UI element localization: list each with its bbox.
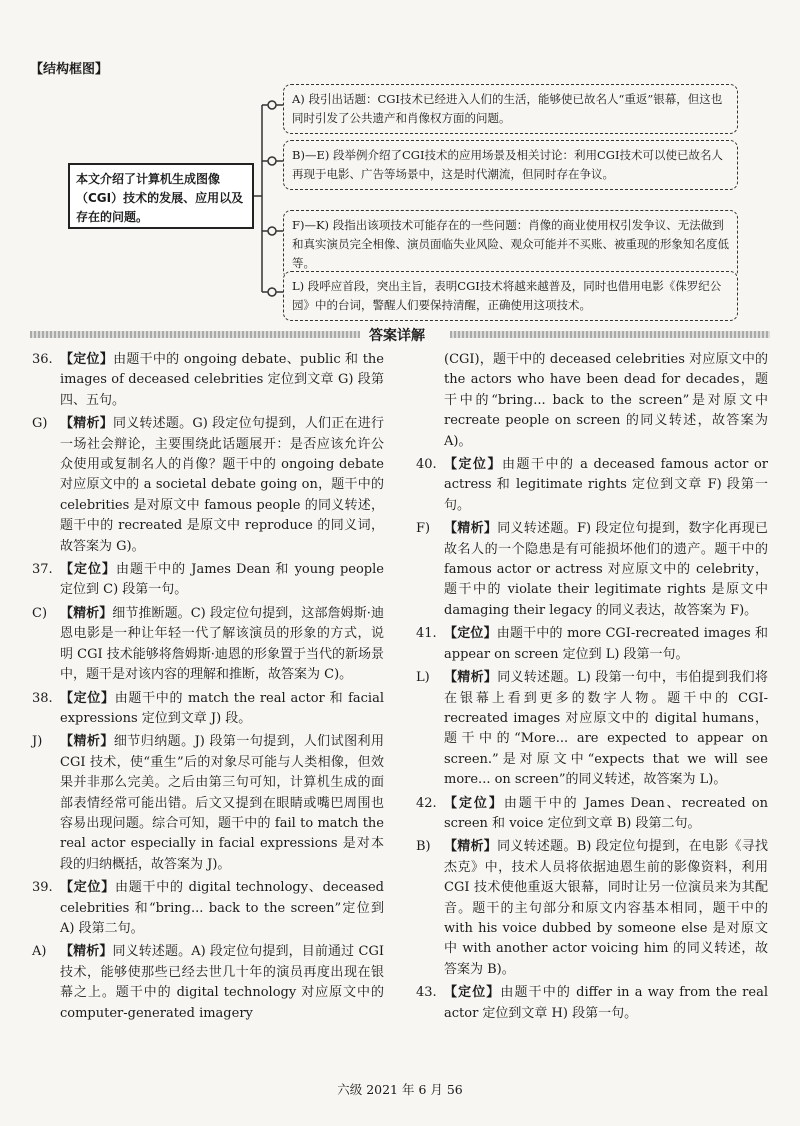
answer-entry: 39. 【定位】由题干中的 digital technology、deceased celebrities 和“bring... back to the screen”定位到 A) 段第二句。 bbox=[32, 880, 384, 936]
answer-entry: J) 【精析】细节归纳题。J) 段第一句提到，人们试图利用 CGI 技术，使“重生”后的对象尽可能与人类相像，但效果并非那么完美。之后由第三句可知，计算机生成的面部表情经常可能出错。后文又提到在眼睛或嘴巴周围也容易出现问题。综合可知，题干中的 fail to match the real actor especially in facial expressions 是对本段的归纳概括，故答案为 J)。 bbox=[32, 734, 384, 872]
answer-entry: G) 【精析】同义转述题。G) 段定位句提到，人们正在进行一场社会辩论，主要围绕此话题展开：是否应该允许公众使用或复制名人的肖像？题干中的 ongoing debate 对应原文中的 a societal debate going on，题干中的 celebrities 是对原文中 famous people 的同义转述，题干中的 recreated 是原文中 reproduce 的同义词，故答案为 G)。 bbox=[32, 416, 384, 554]
section-title: 答案详解 bbox=[365, 325, 429, 345]
answer-entry: C) 【精析】细节推断题。C) 段定位句提到，这部詹姆斯·迪恩电影是一种让年轻一代了解该演员的形象的方式，说明 CGI 技术能够将詹姆斯·迪恩的形象置于当代的新场景中，题干是对该内容的理解和推断，故答案为 C)。 bbox=[32, 605, 384, 683]
answer-entry: 36. 【定位】由题干中的 ongoing debate、public 和 the images of deceased celebrities 定位到文章 G) 段第四、五句。 bbox=[32, 352, 384, 408]
answer-entry: L) 【精析】同义转述题。L) 段第一句中，韦伯提到我们将在银幕上看到更多的数字人物。题干中的 CGI-recreated images 对应原文中的 digital humans，题干中的“More... are expected to appear on screen.”是对原文中“expects that we will see more... on screen”的同义转述，故答案为 L)。 bbox=[416, 670, 768, 788]
answer-entry: (CGI)，题干中的 deceased celebrities 对应原文中的 the actors who have been dead for decades，题干中的“bring... back to the screen”是对原文中 recreate people on screen 的同义转述，故答案为 A)。 bbox=[444, 352, 768, 449]
answer-entry: B) 【精析】同义转述题。B) 段定位句提到，在电影《寻找杰克》中，技术人员将依据迪恩生前的影像资料，利用 CGI 技术使他重返大银幕，同时让另一位演员来为其配音。题干的主句部分和原文内容基本相同，题干中的 with his voice dubbed by someone else 是对原文中 with another actor voicing him 的同义转述，故答案为 B)。 bbox=[416, 839, 768, 977]
section-divider bbox=[30, 325, 770, 343]
right-column bbox=[416, 350, 768, 1027]
answer-entry: F) 【精析】同义转述题。F) 段定位句提到，数字化再现已故名人的一个隐患是有可能损坏他们的遗产。题干中的 famous actor or actress 对应原文中的 celebrity，题干中的 violate their legitimate rights 是原文中 damaging their legacy 的同义表达，故答案为 F)。 bbox=[416, 521, 768, 618]
branch-box-a: A) 段引出话题：CGI技术已经进入人们的生活，能够使已故名人“重返”银幕，但这也同时引发了公共遗产和肖像权方面的问题。 bbox=[283, 84, 738, 134]
answer-entry: 42. 【定位】由题干中的 James Dean、recreated on screen 和 voice 定位到文章 B) 段第二句。 bbox=[416, 795, 768, 831]
answer-entry: 41. 【定位】由题干中的 more CGI-recreated images 和 appear on screen 定位到 L) 段第一句。 bbox=[416, 626, 768, 662]
answer-entry: 43. 【定位】由题干中的 differ in a way from the real actor 定位到文章 H) 段第一句。 bbox=[416, 985, 768, 1021]
answer-entry: A) 【精析】同义转述题。A) 段定位句提到，目前通过 CGI 技术，能够使那些已经去世几十年的演员再度出现在银幕之上。题干中的 digital technology 对应原文中的 computer-generated imagery bbox=[32, 944, 384, 1021]
answer-entry: 38. 【定位】由题干中的 match the real actor 和 facial expressions 定位到文章 J) 段。 bbox=[32, 690, 384, 726]
answer-entry: 37. 【定位】由题干中的 James Dean 和 young people 定位到 C) 段第一句。 bbox=[32, 562, 384, 598]
page-footer: 六级 2021 年 6 月 56 bbox=[337, 1082, 463, 1097]
branch-box-l: L) 段呼应首段，突出主旨，表明CGI技术将越来越普及，同时也借用电影《侏罗纪公园》中的台词，警醒人们要保持清醒，正确使用这项技术。 bbox=[283, 271, 738, 321]
structure-diagram-label: 【结构框图】 bbox=[30, 62, 109, 77]
answer-entry: 40. 【定位】由题干中的 a deceased famous actor or actress 和 legitimate rights 定位到文章 F) 段第一句。 bbox=[416, 457, 768, 513]
left-column bbox=[32, 350, 384, 1027]
branch-box-f-k: F)—K) 段指出该项技术可能存在的一些问题：肖像的商业使用权引发争议、无法做到和真实演员完全相像、演员面临失业风险、观众可能并不买账、被重现的形象知名度低等。 bbox=[283, 210, 738, 279]
central-summary-box: 本文介绍了计算机生成图像（CGI）技术的发展、应用以及存在的问题。 bbox=[68, 163, 254, 229]
branch-box-b-e: B)—E) 段举例介绍了CGI技术的应用场景及相关讨论：利用CGI技术可以使已故名人再现于电影、广告等场景中，这是时代潮流，但同时存在争议。 bbox=[283, 140, 738, 190]
